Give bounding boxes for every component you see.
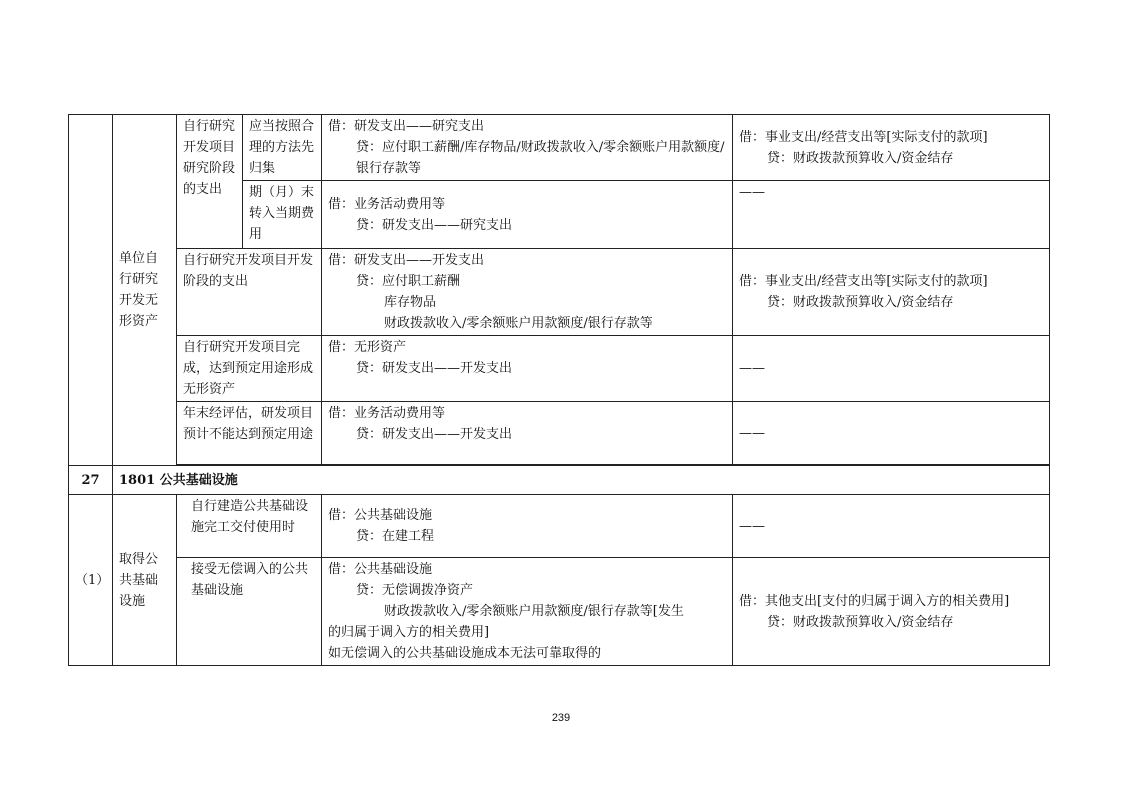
budget-entry-cell: —— — [733, 495, 1050, 558]
budget-entry-cell: —— — [733, 402, 1050, 465]
budget-entry-cell: —— — [733, 336, 1050, 402]
table-row — [69, 336, 1050, 402]
debit-line: 借：业务活动费用等 — [328, 196, 446, 212]
table-row — [69, 115, 1050, 181]
credit-line: 贷：研发支出——开发支出 — [356, 427, 513, 442]
financial-entry-cell — [322, 402, 733, 465]
section-title: 1801 公共基础设施 — [113, 466, 1050, 495]
credit-line: 财政拨款收入/零余额账户用款额度/银行存款等 — [384, 316, 653, 331]
credit-line: 贷：无偿调拨净资产 — [356, 583, 474, 598]
table-row — [69, 495, 1050, 558]
debit-line: 借：研发支出——开发支出 — [328, 253, 485, 268]
page-number: 239 — [551, 712, 571, 724]
financial-entry-cell — [322, 181, 733, 249]
section-number: 27 — [69, 466, 113, 495]
budget-entry-cell — [733, 558, 1050, 666]
transferred-infra-item: 接受无偿调入的公共基础设施 — [177, 558, 322, 666]
development-stage-item: 自行研究开发项目开发阶段的支出 — [177, 249, 322, 336]
debit-line: 借：公共基础设施 — [328, 508, 433, 523]
debit-line: 借：其他支出[支付的归属于调入方的相关费用] — [739, 593, 1010, 609]
subsection-number: （1） — [69, 495, 113, 666]
research-accumulate-label: 应当按照合理的方法先归集 — [243, 115, 322, 181]
table-row — [69, 466, 1050, 495]
financial-entry-cell — [322, 249, 733, 336]
table-row — [69, 249, 1050, 336]
table-row — [69, 402, 1050, 465]
debit-line: 借：业务活动费用等 — [328, 406, 446, 421]
credit-line: 贷：在建工程 — [356, 529, 435, 544]
financial-entry-cell — [322, 336, 733, 402]
accounting-entries-table — [68, 114, 1050, 666]
public-infra-category-label: 取得公共基础设施 — [113, 495, 177, 666]
debit-line: 借：无形资产 — [328, 340, 407, 355]
credit-line: 贷：财政拨款预算收入/资金结存 — [767, 150, 954, 166]
budget-entry-cell: —— — [733, 181, 1050, 249]
note-line: 如无偿调入的公共基础设施成本无法可靠取得的 — [328, 646, 602, 661]
self-built-infra-item: 自行建造公共基础设施完工交付使用时 — [177, 495, 322, 558]
credit-line: 贷：财政拨款预算收入/资金结存 — [767, 295, 954, 310]
research-stage-item: 自行研究开发项目研究阶段的支出 — [177, 115, 243, 249]
year-end-evaluation-item: 年末经评估，研发项目预计不能达到预定用途 — [177, 402, 322, 465]
table-row — [69, 558, 1050, 666]
credit-line: 贷：财政拨款预算收入/资金结存 — [767, 614, 954, 630]
debit-line: 借：事业支出/经营支出等[实际支付的款项] — [739, 129, 988, 145]
credit-line: 贷：应付职工薪酬/库存物品/财政拨款收入/零余额账户用款额度/银行存款等 — [356, 140, 725, 176]
intangible-category-label: 单位自行研究开发无形资产 — [113, 115, 177, 466]
budget-entry-cell — [733, 249, 1050, 336]
credit-line: 库存物品 — [384, 295, 437, 310]
financial-entry-cell — [322, 115, 733, 181]
budget-entry-cell — [733, 115, 1050, 181]
project-completed-item: 自行研究开发项目完成，达到预定用途形成无形资产 — [177, 336, 322, 402]
credit-line: 财政拨款收入/零余额账户用款额度/银行存款等[发生 — [384, 604, 684, 619]
debit-line: 借：事业支出/经营支出等[实际支付的款项] — [739, 274, 988, 289]
debit-line: 借：研发支出——研究支出 — [328, 119, 485, 134]
credit-line: 贷：研发支出——开发支出 — [356, 361, 513, 376]
debit-line: 借：公共基础设施 — [328, 562, 433, 577]
blank-number-cell — [69, 115, 113, 466]
period-end-transfer-label: 期（月）末转入当期费用 — [243, 181, 322, 249]
financial-entry-cell — [322, 495, 733, 558]
credit-line-continued: 的归属于调入方的相关费用] — [328, 625, 490, 640]
financial-entry-cell — [322, 558, 733, 666]
credit-line: 贷：研发支出——研究支出 — [356, 217, 513, 233]
credit-line: 贷：应付职工薪酬 — [356, 274, 461, 289]
